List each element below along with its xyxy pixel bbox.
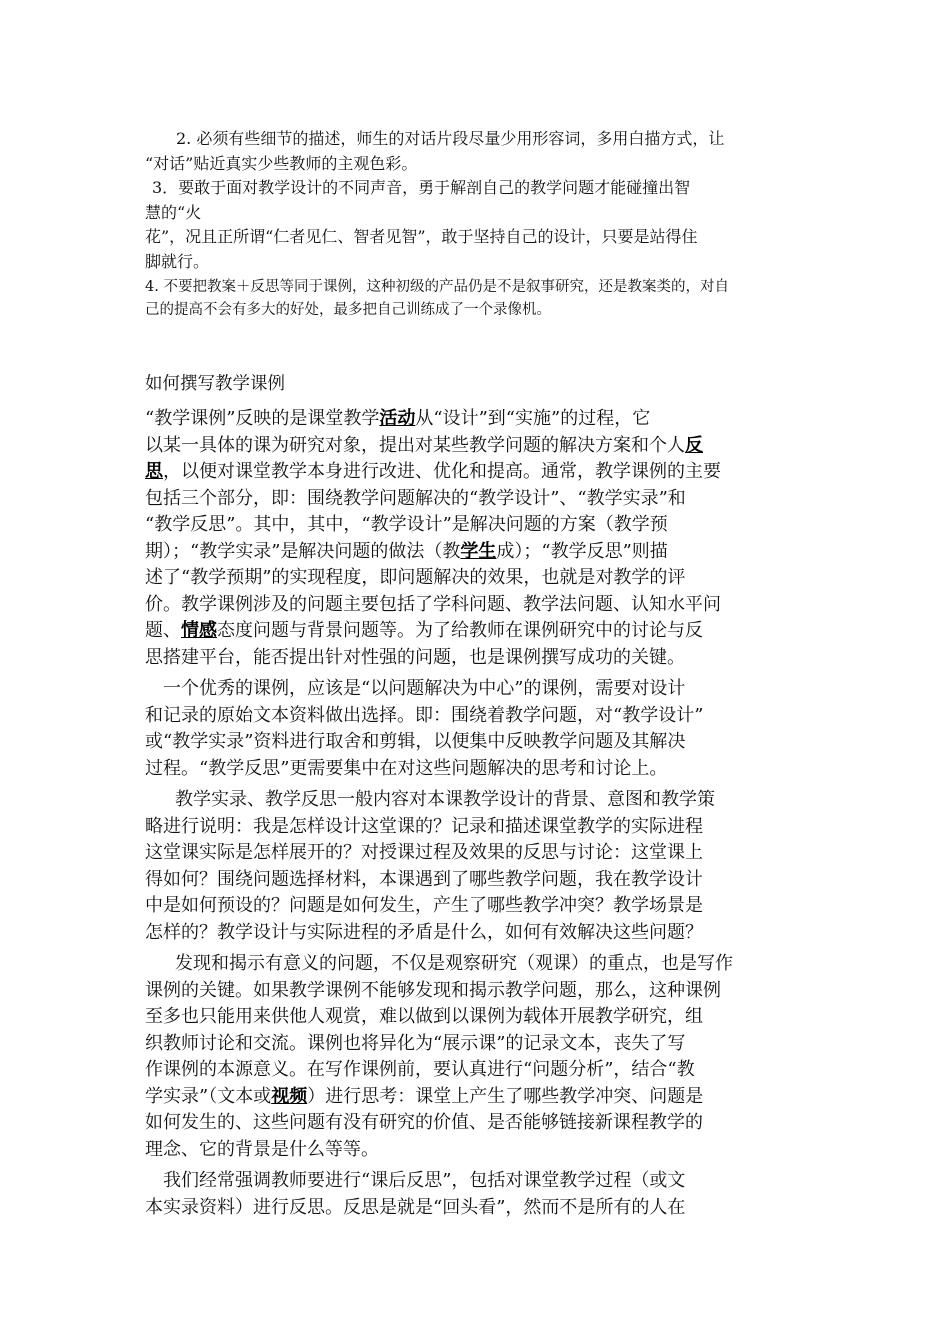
text-line: 期）；“教学实录”是解决问题的做法（教学生成）；“教学反思”则描 (145, 540, 668, 562)
text-line: 包括三个部分，即：围绕教学问题解决的“教学设计”、“教学实录”和 (145, 487, 686, 509)
text-line: “对话”贴近真实少些教师的主观色彩。 (145, 153, 418, 173)
intro-point-4 (145, 276, 807, 322)
text-line: 课例的关键。如果教学课例不能够发现和揭示教学问题，那么，这种课例 (145, 979, 721, 1001)
text-line: 价。教学课例涉及的问题主要包括了学科问题、教学法问题、认知水平问 (145, 593, 721, 615)
text-line: 至多也只能用来供他人观赏，难以做到以课例为载体开展教学研究，组 (145, 1006, 703, 1027)
link-fansi-1[interactable]: 反 (685, 434, 703, 456)
text-line: 题、情感态度问题与背景问题等。为了给教师在课例研究中的讨论与反 (145, 620, 703, 641)
intro-point-2 (145, 127, 807, 176)
text-line: 过程。“教学反思”更需要集中在对这些问题解决的思考和讨论上。 (145, 757, 668, 779)
paragraph-definition (145, 406, 807, 671)
text-line: 脚就行。 (145, 251, 210, 271)
paragraph-problem-discovery (145, 951, 807, 1163)
text-line: 我们经常强调教师要进行“课后反思”，包括对课堂教学过程（或文 (163, 1170, 686, 1191)
text-line: 以某一具体的课为研究对象，提出对某些教学问题的解决方案和个人反 (145, 434, 703, 456)
text-line: 慧的“火 (145, 202, 202, 222)
text-line: 发现和揭示有意义的问题，不仅是观察研究（观课）的重点，也是写作 (175, 953, 733, 974)
intro-point-3 (145, 176, 807, 274)
text-line: 织教师讨论和交流。课例也将异化为“展示课”的记录文本，丧失了写 (145, 1032, 686, 1054)
text-line: 得如何？围绕问题选择材料，本课遇到了哪些教学问题，我在教学设计 (145, 868, 703, 890)
text-line: 这堂课实际是怎样展开的？对授课过程及效果的反思与讨论：这堂课上 (145, 842, 703, 863)
paragraph-after-class-reflection (145, 1168, 807, 1221)
paragraph-record-reflection (145, 787, 807, 946)
section-title: 如何撰写教学课例 (145, 374, 285, 394)
link-huodong[interactable]: 活动 (379, 408, 416, 429)
text-line: 如何发生的、这些问题有没有研究的价值、是否能够链接新课程教学的 (145, 1112, 703, 1133)
paragraph-problem-centered (145, 676, 807, 782)
text-line: 略进行说明：我是怎样设计这堂课的？记录和描述课堂教学的实际进程 (145, 815, 703, 837)
text-line: 中是如何预设的？问题是如何发生，产生了哪些教学冲突？教学场景是 (145, 895, 703, 916)
text-line: 3．要敢于面对教学设计的不同声音，勇于解剖自己的教学问题才能碰撞出智 (152, 178, 691, 197)
link-xuesheng[interactable]: 学生 (460, 540, 497, 562)
text-line: 或“教学实录”资料进行取舍和剪辑，以便集中反映教学问题及其解决 (145, 731, 686, 752)
text-line: 理念、它的背景是什么等等。 (145, 1138, 379, 1160)
text-line: 己的提高不会有多大的好处，最多把自己训练成了一个录像机。 (145, 302, 551, 318)
text-line: 花”，况且正所谓“仁者见仁、智者见智”，敢于坚持自己的设计，只要是站得住 (145, 227, 698, 246)
text-line: 思搭建平台，能否提出针对性强的问题，也是课例撰写成功的关键。 (145, 646, 685, 668)
text-line: 怎样的？教学设计与实际进程的矛盾是什么，如何有效解决这些问题？ (145, 921, 703, 943)
link-qinggan[interactable]: 情感 (181, 620, 217, 641)
text-line: 作课例的本源意义。在写作课例前，要认真进行“问题分析”，结合“教 (145, 1059, 695, 1080)
text-line: 4. 不要把教案＋反思等同于课例，这种初级的产品仍是不是叙事研究，还是教案类的，对自 (145, 279, 729, 295)
text-line: 一个优秀的课例，应该是“以问题解决为中心”的课例，需要对设计 (163, 678, 686, 699)
text-line: “教学课例”反映的是课堂教学活动从“设计”到“实施”的过程，它 (145, 408, 651, 429)
text-line: “教学反思”。其中，其中，“教学设计”是解决问题的方案（教学预 (145, 514, 668, 535)
text-line: 思，以便对课堂教学本身进行改进、优化和提高。通常，教学课例的主要 (145, 461, 721, 482)
text-line: 述了“教学预期”的实现程度，即问题解决的效果，也就是对教学的评 (145, 567, 686, 588)
text-line: 本实录资料）进行反思。反思是就是“回头看”，然而不是所有的人在 (145, 1196, 686, 1218)
link-shipin[interactable]: 视频 (271, 1085, 308, 1107)
text-line: 学实录”（文本或视频）进行思考：课堂上产生了哪些教学冲突、问题是 (145, 1085, 704, 1107)
text-line: 和记录的原始文本资料做出选择。即：围绕着教学问题，对“教学设计” (145, 704, 704, 726)
link-fansi-2[interactable]: 思 (145, 461, 163, 482)
text-line: 2. 必须有些细节的描述，师生的对话片段尽量少用形容词，多用白描方式，让 (176, 129, 725, 148)
text-line: 教学实录、教学反思一般内容对本课教学设计的背景、意图和教学策 (175, 789, 715, 810)
